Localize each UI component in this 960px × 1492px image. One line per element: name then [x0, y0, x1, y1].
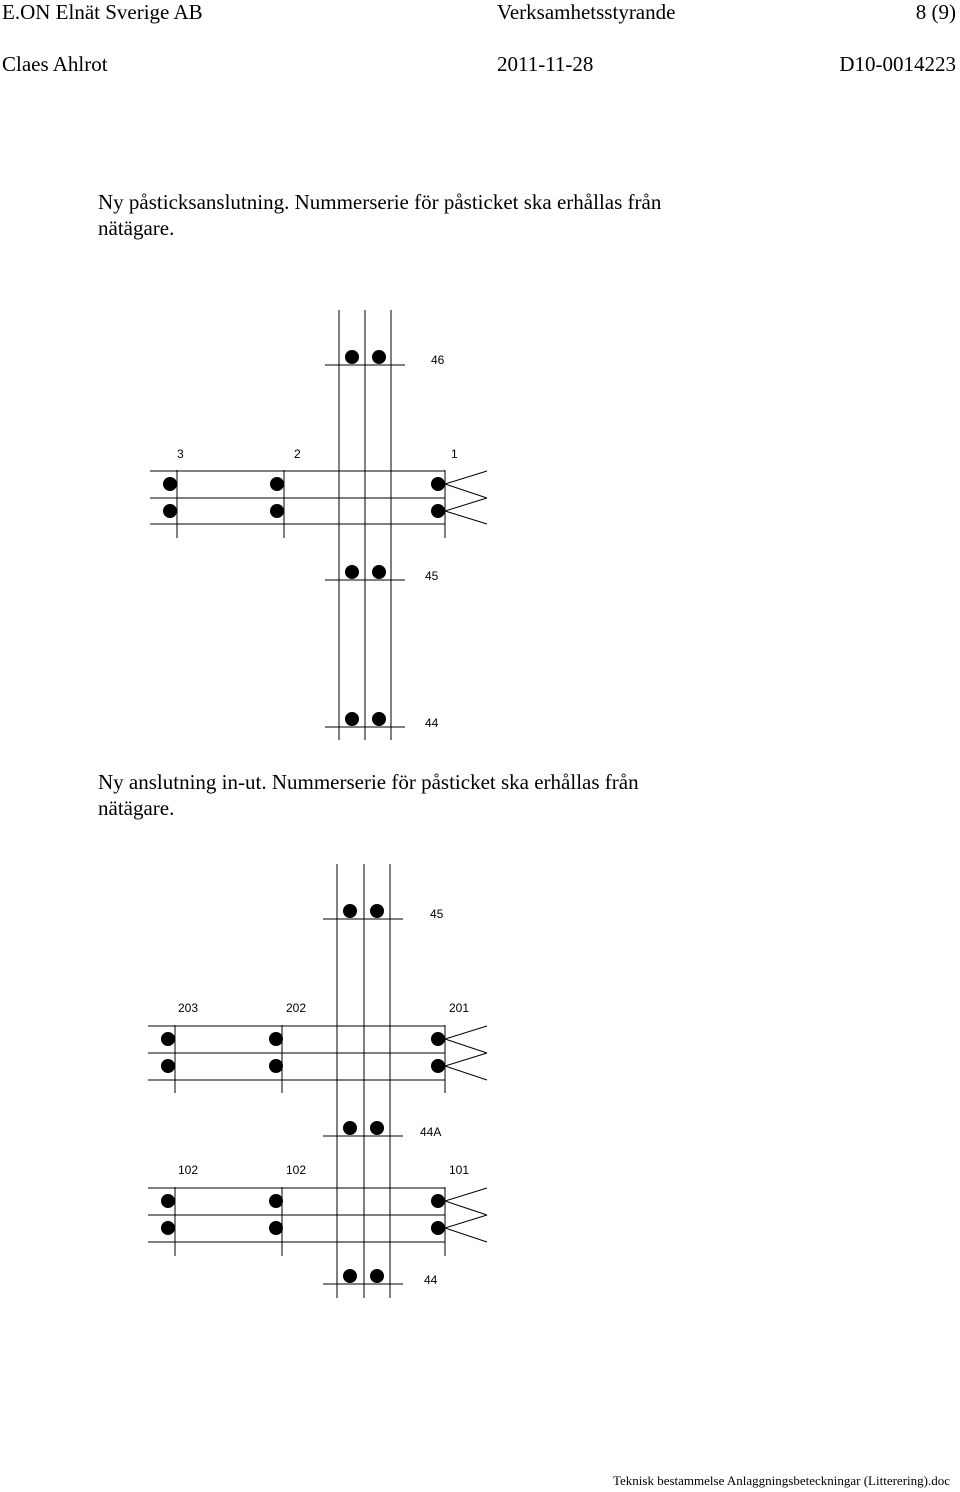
section2-label-mid: 44A — [420, 1125, 442, 1139]
section1-label-bottom: 44 — [425, 716, 439, 730]
section2-bottom-node — [323, 1269, 438, 1287]
section2-label-branch2-c: 101 — [449, 1163, 470, 1177]
footer-filename: Teknisk bestammelse Anlaggningsbeteckningar (Litterering).doc — [613, 1473, 950, 1488]
section1-caption-line1: Ny påsticksanslutning. Nummerserie för påsticket ska erhållas från — [98, 190, 662, 214]
section2-branch-2 — [148, 1163, 487, 1256]
section2-branch-1 — [148, 1001, 487, 1093]
page-number: 8 (9) — [915, 0, 956, 24]
section2-label-bottom: 44 — [424, 1273, 438, 1287]
section1-caption-line2: nätägare. — [98, 216, 175, 240]
company-name: E.ON Elnät Sverige AB — [2, 0, 203, 24]
section2-mid-node — [323, 1121, 441, 1139]
section2-vertical-lines — [337, 864, 390, 1298]
author-name: Claes Ahlrot — [2, 52, 108, 76]
section1-label-top: 46 — [431, 353, 445, 367]
section1-label-branch-a: 3 — [177, 447, 184, 461]
section1-label-branch-b: 2 — [294, 447, 301, 461]
section2-top-node — [323, 904, 444, 921]
section2-caption-line1: Ny anslutning in-ut. Nummerserie för påsticket ska erhållas från — [98, 770, 639, 794]
document-type: Verksamhetsstyrande — [497, 0, 676, 24]
section2-label-branch2-b: 102 — [286, 1163, 307, 1177]
section2-label-top: 45 — [430, 907, 444, 921]
section2-label-branch1-a: 203 — [178, 1001, 199, 1015]
document-number: D10-0014223 — [839, 52, 956, 76]
section2-label-branch2-a: 102 — [178, 1163, 199, 1177]
section1-label-branch-c: 1 — [451, 447, 458, 461]
document-date: 2011-11-28 — [497, 52, 594, 76]
section2-label-branch1-b: 202 — [286, 1001, 307, 1015]
section1-label-mid: 45 — [425, 569, 439, 583]
section2-label-branch1-c: 201 — [449, 1001, 470, 1015]
section2-caption-line2: nätägare. — [98, 796, 175, 820]
